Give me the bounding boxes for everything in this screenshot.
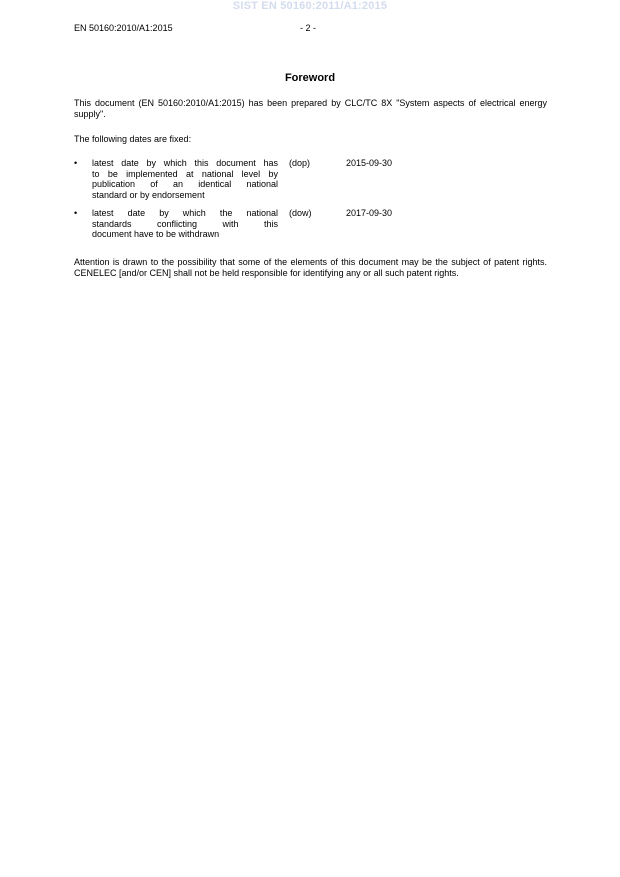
date-item-description xyxy=(92,208,278,240)
watermark: SIST EN 50160:2011/A1:2015 xyxy=(232,0,388,12)
description-line: standards conflicting with this xyxy=(92,218,278,229)
description-line: to be implemented at national level by xyxy=(92,168,278,179)
description-line: standard or by endorsement xyxy=(92,189,205,200)
document-id: EN 50160:2010/A1:2015 xyxy=(74,23,173,33)
description-line: latest date by which the national xyxy=(92,208,278,218)
intro-paragraph: This document (EN 50160:2010/A1:2015) has been prepared by CLC/TC 8X "System aspects of electrical energy supply". xyxy=(74,98,547,119)
bullet-marker: • xyxy=(74,158,78,168)
bullet-marker: • xyxy=(74,208,78,218)
description-line: latest date by which this document has xyxy=(92,158,278,168)
description-line: publication of an identical national xyxy=(92,179,278,189)
page-number: - 2 - xyxy=(300,23,317,33)
section-title: Foreword xyxy=(284,72,336,84)
date-code: (dow) xyxy=(289,208,312,218)
date-value: 2015-09-30 xyxy=(346,158,393,168)
date-value: 2017-09-30 xyxy=(346,208,393,218)
description-line: document have to be withdrawn xyxy=(92,229,220,239)
attention-paragraph: Attention is drawn to the possibility that some of the elements of this document may be the subject of patent rights. CENELEC [and/or CEN] shall not be held responsible for identifying any or all such patent rights. xyxy=(74,257,547,278)
date-code: (dop) xyxy=(289,158,311,168)
dates-intro-paragraph: The following dates are fixed: xyxy=(74,134,192,144)
date-item-description xyxy=(92,158,278,200)
